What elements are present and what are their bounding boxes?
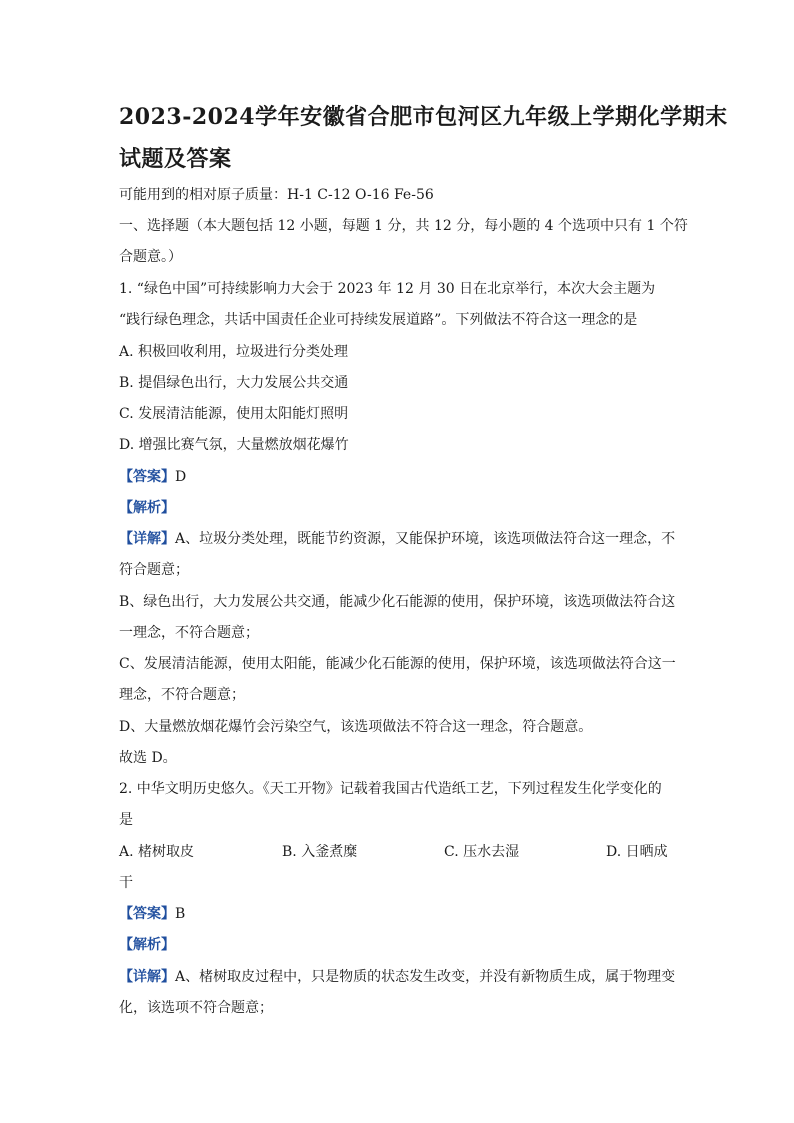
q2-option-a: A. 楮树取皮 bbox=[119, 844, 195, 860]
analysis-tag: 【解析】 bbox=[119, 500, 175, 516]
section-heading-line-2: 合题意。） bbox=[119, 249, 182, 265]
section-heading-line-1: 一、选择题（本大题包括 12 小题，每题 1 分，共 12 分，每小题的 4 个选项中只有 1 个符 bbox=[119, 218, 688, 234]
q1-stem-line-1: 1. “绿色中国”可持续影响力大会于 2023 年 12 月 30 日在北京举行，本次大会主题为 bbox=[119, 281, 656, 297]
q1-answer-value: D bbox=[175, 469, 187, 485]
q2-answer bbox=[119, 905, 185, 923]
q1-detail-line-7: D、大量燃放烟花爆竹会污染空气，该选项做法不符合这一理念，符合题意。 bbox=[119, 719, 593, 735]
detail-tag: 【详解】 bbox=[119, 969, 175, 985]
answer-tag: 【答案】 bbox=[119, 906, 175, 922]
q2-answer-value: B bbox=[175, 906, 186, 922]
q1-stem-line-2: “践行绿色理念，共话中国责任企业可持续发展道路”。下列做法不符合这一理念的是 bbox=[119, 312, 638, 328]
q1-answer bbox=[119, 468, 186, 486]
q2-analysis-heading bbox=[119, 936, 175, 954]
q1-option-a: A. 积极回收利用，垃圾进行分类处理 bbox=[119, 344, 349, 360]
q1-detail-line-1 bbox=[119, 530, 675, 548]
q1-detail-line-3: B、绿色出行，大力发展公共交通，能减少化石能源的使用，保护环境，该选项做法符合这 bbox=[119, 594, 676, 610]
q2-detail-line-1 bbox=[119, 968, 675, 986]
analysis-tag: 【解析】 bbox=[119, 937, 175, 953]
q1-analysis-heading bbox=[119, 499, 175, 517]
q1-detail-line-4: 一理念，不符合题意； bbox=[119, 625, 259, 641]
q2-stem-line-2: 是 bbox=[119, 812, 133, 828]
q1-detail-text-1: A、垃圾分类处理，既能节约资源，又能保护环境，该选项做法符合这一理念，不 bbox=[175, 531, 676, 547]
q2-detail-text-1: A、楮树取皮过程中，只是物质的状态发生改变，并没有新物质生成，属于物理变 bbox=[175, 969, 676, 985]
q2-option-b: B. 入釜煮糜 bbox=[282, 844, 358, 860]
q2-stem-line-1: 2. 中华文明历史悠久。《天工开物》记载着我国古代造纸工艺，下列过程发生化学变化的 bbox=[119, 781, 662, 797]
q2-option-d-wrap: 干 bbox=[119, 875, 133, 891]
q1-detail-line-6: 理念，不符合题意； bbox=[119, 687, 245, 703]
document-title-line-1: 2023-2024学年安徽省合肥市包河区九年级上学期化学期末 bbox=[119, 104, 728, 130]
answer-tag: 【答案】 bbox=[119, 469, 175, 485]
q2-option-c: C. 压水去湿 bbox=[444, 844, 520, 860]
document-title-line-2: 试题及答案 bbox=[119, 146, 232, 172]
q2-detail-line-2: 化，该选项不符合题意； bbox=[119, 1000, 273, 1016]
q1-conclusion: 故选 D。 bbox=[119, 750, 177, 766]
q1-detail-line-5: C、发展清洁能源，使用太阳能，能减少化石能源的使用，保护环境，该选项做法符合这一 bbox=[119, 656, 676, 672]
atomic-masses-note: 可能用到的相对原子质量：H-1 C-12 O-16 Fe-56 bbox=[119, 187, 434, 203]
q1-option-b: B. 提倡绿色出行，大力发展公共交通 bbox=[119, 375, 349, 391]
detail-tag: 【详解】 bbox=[119, 531, 175, 547]
q1-option-c: C. 发展清洁能源，使用太阳能灯照明 bbox=[119, 406, 349, 422]
q2-option-d: D. 日晒成 bbox=[606, 844, 668, 860]
q1-detail-line-2: 符合题意； bbox=[119, 562, 189, 578]
q1-option-d: D. 增强比赛气氛，大量燃放烟花爆竹 bbox=[119, 437, 349, 453]
